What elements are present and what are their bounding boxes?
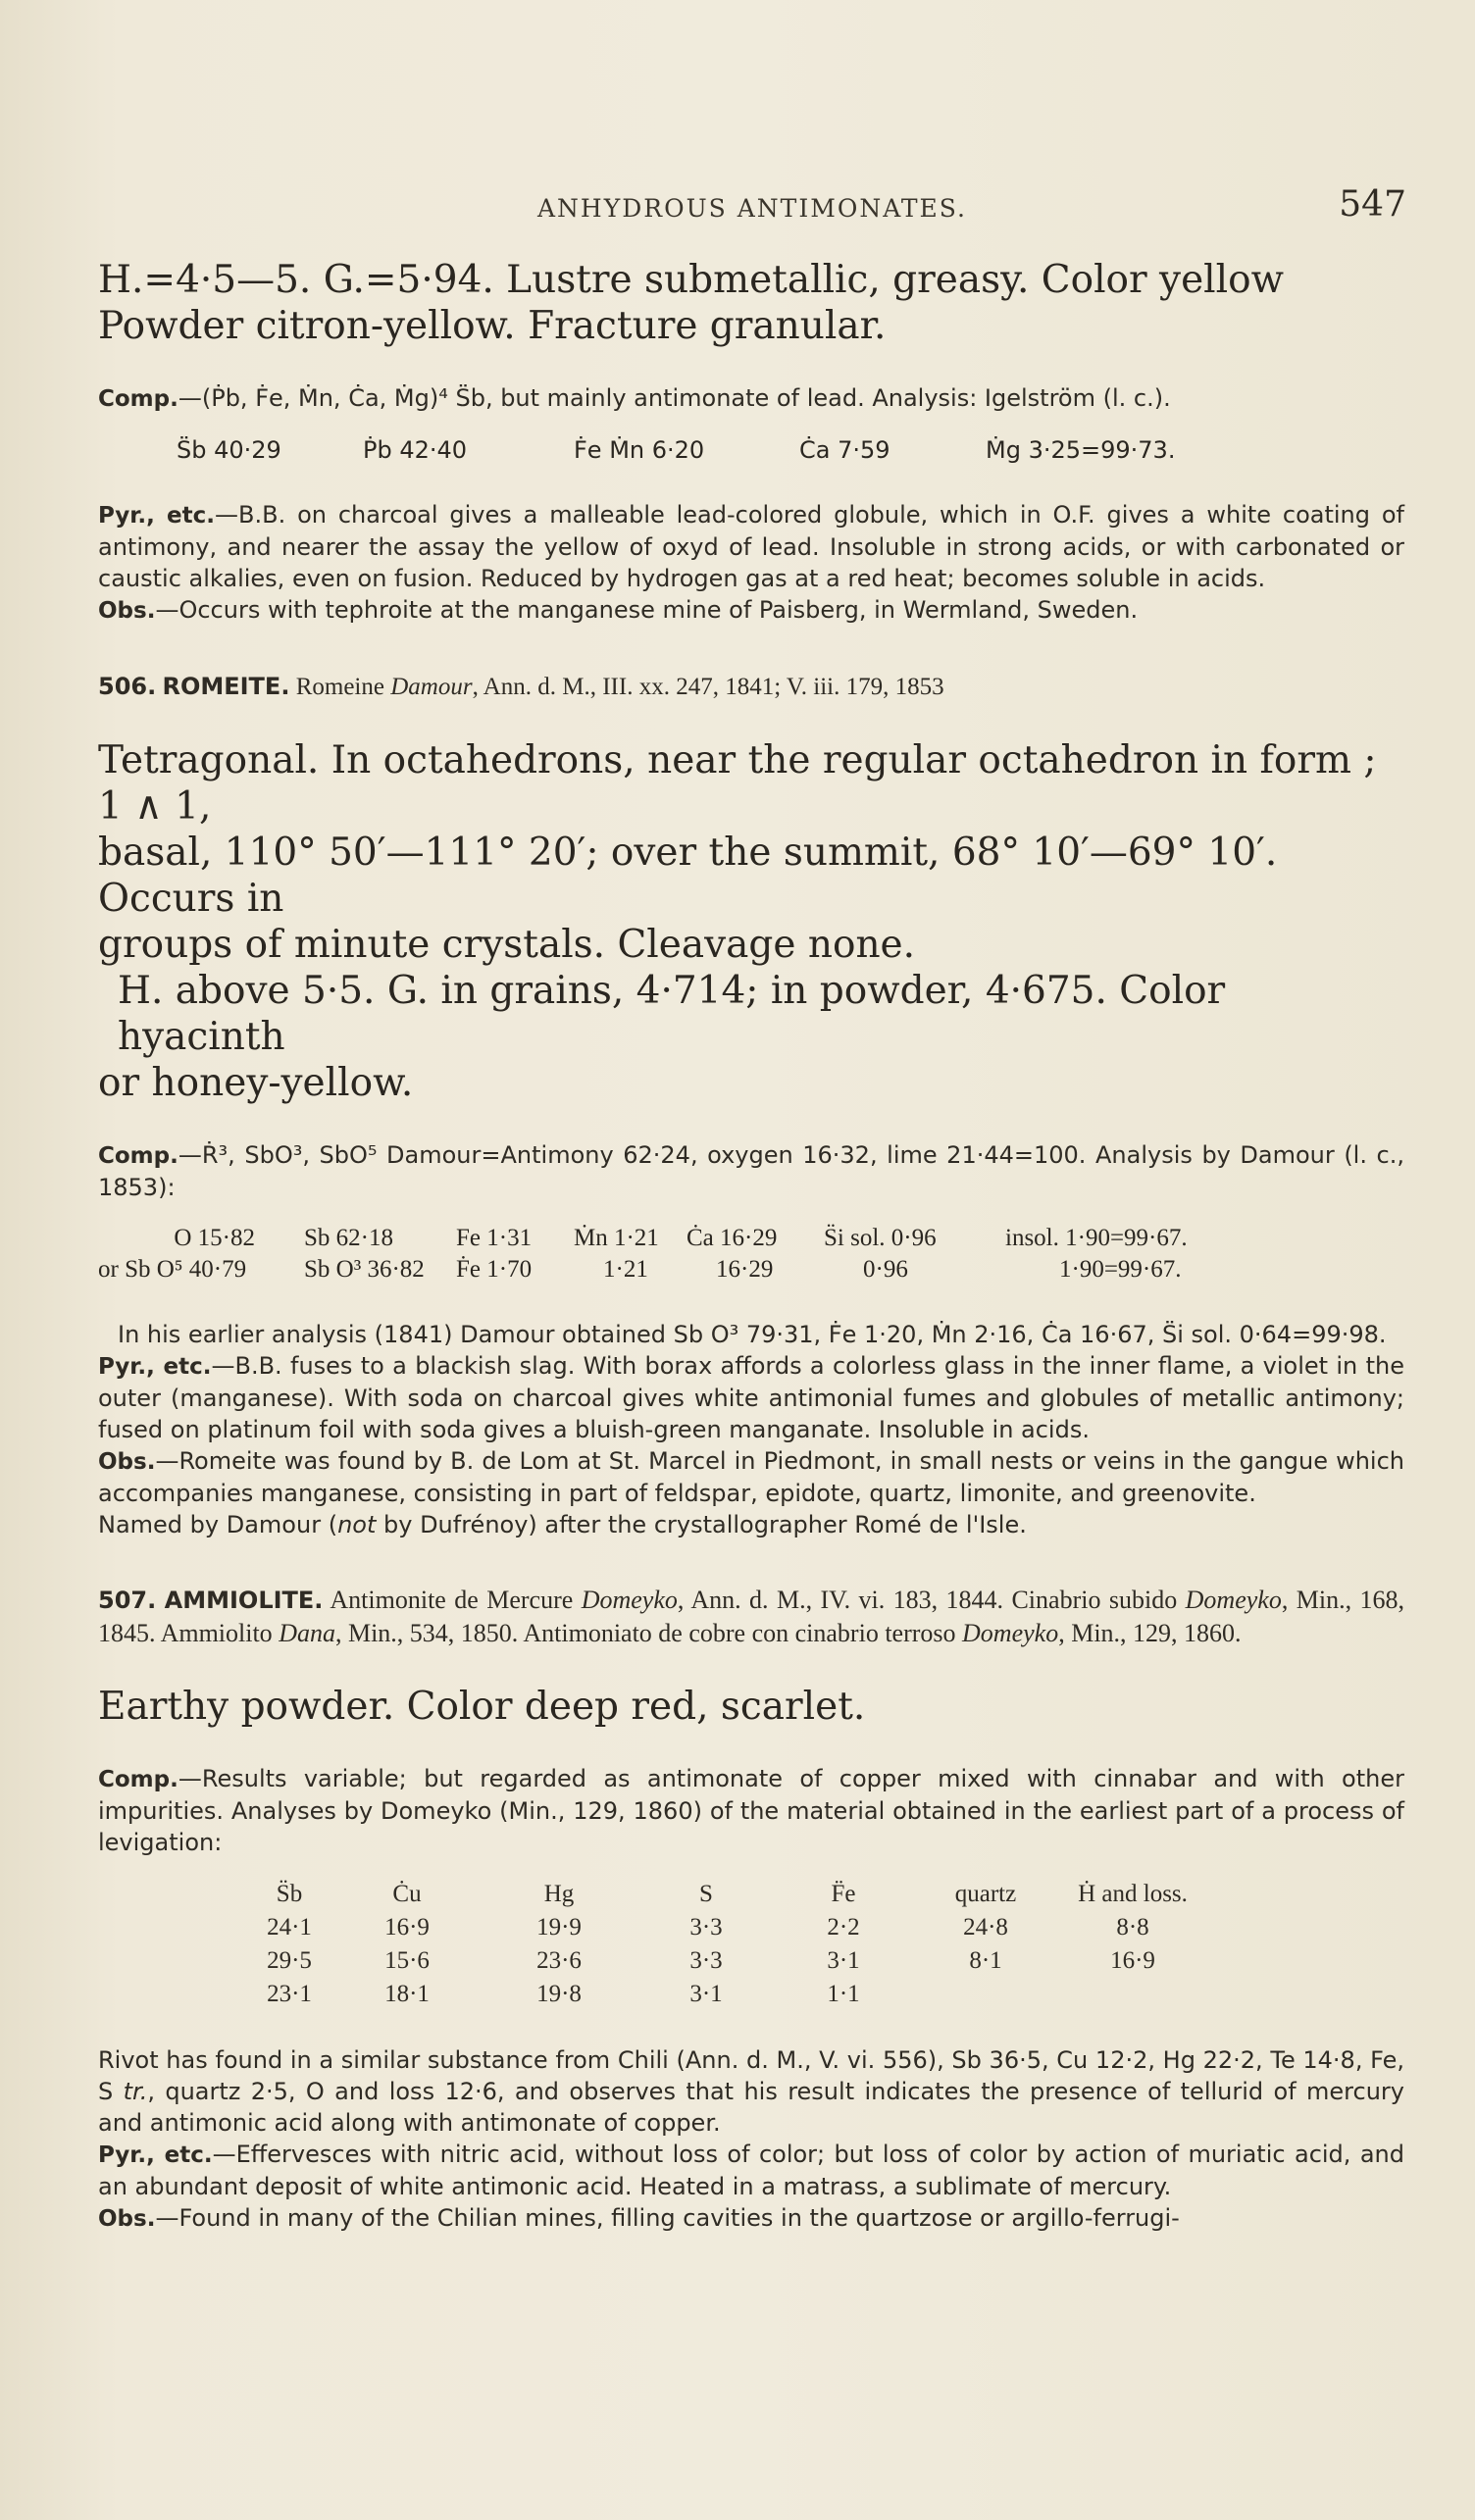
pyr-text: —B.B. fuses to a blackish slag. With borax affords a colorless glass in the inner flame, a violet in the outer (manganese). With soda on charcoal gives white antimonial fumes and globules of metallic antimony; fused on platinum foil with soda gives a bluish-green manganate. Insoluble in acids. [98,1352,1404,1443]
table-row [245,1978,1206,2011]
synonym-text: , Ann. d. M., IV. vi. 183, 1844. Cinabrio subido [677,1586,1186,1614]
analysis-value: Ḟe 1·70 [456,1256,533,1283]
analysis-value: Ċa 16·29 [687,1225,778,1251]
page-number: 547 [1339,184,1406,225]
table-header: Ċu [392,1881,422,1907]
description-line: or honey-yellow. [98,1061,414,1105]
analysis-value: Sb 62·18 [304,1225,393,1251]
synonym-text: Romeine [295,674,391,700]
analysis-table [245,1878,1206,2011]
comp-label: Comp. [98,386,178,412]
obs-text: —Occurs with tephroite at the manganese mine of Paisberg, in Wermland, Sweden. [155,596,1139,624]
table-cell: 16·9 [384,1914,430,1940]
analysis-value: or Sb O⁵ 40·79 [98,1256,247,1283]
table-header: Hg [543,1881,575,1907]
pyrognostics-paragraph [98,2139,1404,2202]
analysis-value: Ṁg 3·25=99·73. [986,436,1176,464]
entry-number: 507. [98,1587,157,1614]
table-row [245,1944,1206,1978]
synonym-text: , Min., 129, 1860. [1058,1619,1242,1647]
analysis-value: 16·29 [716,1256,774,1283]
table-cell: 24·8 [963,1914,1008,1940]
table-cell: 19·9 [536,1914,582,1940]
earlier-analysis-paragraph: In his earlier analysis (1841) Damour obtained Sb O³ 79·31, Ḟe 1·20, Ṁn 2·16, Ċa 16·67, S̈i sol. 0·64=99·98. [118,1321,1387,1348]
description-line: basal, 110° 50′—111° 20′; over the summit, 68° 10′—69° 10′. Occurs in [98,831,1278,921]
analysis-value: S̈i sol. 0·96 [824,1225,937,1251]
table-cell [1059,1978,1206,2011]
physical-properties-line: Powder citron-yellow. Fracture granular. [98,304,887,348]
running-title: ANHYDROUS ANTIMONATES. [537,194,967,223]
comp-text: —Results variable; but regarded as antimonate of copper mixed with cinnabar and with other impurities. Analyses by Domeyko (Min., 129, 1860) of the material obtained in the earliest part of a process of levigation: [98,1765,1404,1856]
composition-paragraph [98,1763,1404,1858]
pyr-label: Pyr., etc. [98,2142,213,2168]
table-cell: 23·1 [267,1981,312,2007]
analysis-value: Ṁn 1·21 [574,1225,659,1251]
table-cell: 3·3 [689,1947,723,1974]
analysis-value: Ṗb 42·40 [363,436,468,464]
synonym-text: , Min., 534, 1850. Antimoniato de cobre con cinabrio terroso [334,1619,963,1647]
table-cell: 3·3 [689,1914,723,1940]
page-content [98,257,1404,2235]
table-cell: 8·8 [1116,1914,1149,1940]
table-cell: 24·1 [267,1914,312,1940]
rivot-emphasis: tr. [123,2078,148,2105]
author-name: Domeyko [581,1586,678,1614]
table-cell: 8·1 [969,1947,1002,1974]
rivot-paragraph [98,2044,1404,2139]
table-cell: 18·1 [384,1981,430,2007]
romeite-section [98,670,1404,1540]
ammiolite-section [98,1584,1404,2235]
analysis-value: 1·90=99·67. [1059,1256,1182,1283]
comp-text: —Ṙ³, SbO³, SbO⁵ Damour=Antimony 62·24, oxygen 16·32, lime 21·44=100. Analysis by Damour (l. c., 1853): [98,1141,1404,1201]
analysis-value: O 15·82 [174,1225,255,1251]
description-line: H. above 5·5. G. in grains, 4·714; in powder, 4·675. Color hyacinth [118,969,1226,1059]
analysis-value: S̈b 40·29 [177,436,281,464]
mineral-name: ROMEITE. [162,673,290,700]
composition-paragraph [98,1139,1404,1203]
comp-label: Comp. [98,1143,178,1169]
page-header [98,184,1406,224]
synonym-text: Antimonite de Mercure [330,1586,582,1614]
comp-text: —(Ṗb, Ḟe, Ṁn, Ċa, Ṁg)⁴ S̈b, but mainly antimonate of lead. Analysis: Igelström (l. c.). [178,384,1171,412]
author-name: Domeyko [1185,1586,1282,1614]
table-header: S [699,1881,713,1907]
intro-section [98,257,1404,627]
table-cell: 29·5 [267,1947,312,1974]
pyr-label: Pyr., etc. [98,503,216,529]
table-cell: 19·8 [536,1981,582,2007]
table-cell: 16·9 [1110,1947,1155,1974]
analysis-value: Ḟe Ṁn 6·20 [574,436,705,464]
comp-label: Comp. [98,1767,178,1792]
pyrognostics-paragraph [98,499,1404,594]
synonym-text: , Min., 168, 1845. Ammiolito [98,1586,1405,1647]
table-cell: 1·1 [827,1981,860,2007]
observations-paragraph [98,594,1404,627]
author-name: Domeyko [962,1619,1059,1647]
entry-number: 506. [98,673,157,700]
table-cell: 2·2 [827,1914,860,1940]
observations-paragraph [98,2202,1404,2235]
table-header-row [245,1878,1206,1911]
analysis-value: 1·21 [603,1256,648,1283]
author-name: Damour [390,674,473,700]
analysis-row [98,1223,1404,1254]
entry-heading [98,670,1404,704]
table-header: Ḣ and loss. [1078,1881,1188,1907]
obs-text: —Found in many of the Chilian mines, filling cavities in the quartzose or argillo-ferrugi- [155,2204,1180,2232]
obs-label: Obs. [98,598,156,624]
pyrognostics-paragraph [98,1350,1404,1445]
physical-properties-line: H.=4·5—5. G.=5·94. Lustre submetallic, greasy. Color yellow [98,258,1284,302]
analysis-value: insol. 1·90=99·67. [1005,1225,1188,1251]
analysis-value: 0·96 [863,1256,908,1283]
description-line: Earthy powder. Color deep red, scarlet. [98,1685,866,1729]
analysis-row [98,1254,1404,1285]
analysis-row [98,434,1404,466]
rivot-text: , quartz 2·5, O and loss 12·6, and observes that his result indicates the presence of tellurid of mercury and antimonic acid along with antimonate of copper. [98,2078,1404,2137]
rivot-text: Rivot has found in a similar substance from Chili (Ann. d. M., V. vi. 556), Sb 36·5, Cu 12·2, Hg 22·2, Te 14·8, Fe, S [98,2046,1404,2105]
pyr-text: —Effervesces with nitric acid, without loss of color; but loss of color by action of muriatic acid, and an abundant deposit of white antimonic acid. Heated in a matrass, a sublimate of mercury. [98,2141,1404,2200]
obs-text: —Romeite was found by B. de Lom at St. Marcel in Piedmont, in small nests or veins in the gangue which accompanies manganese, consisting in part of feldspar, epidote, quartz, limonite, and greenovite. [98,1447,1404,1507]
description-line: groups of minute crystals. Cleavage none. [98,923,916,967]
etymology-paragraph [98,1509,1404,1540]
entry-heading [98,1584,1404,1650]
analysis-value: Fe 1·31 [456,1225,533,1251]
table-cell: 15·6 [384,1947,430,1974]
etymology-emphasis: not [337,1511,377,1538]
crystal-description [98,737,1404,1106]
obs-label: Obs. [98,2206,156,2232]
observations-paragraph [98,1445,1404,1509]
table-cell: 23·6 [536,1947,582,1974]
table-cell [912,1978,1059,2011]
table-header: S̈b [276,1881,303,1907]
pyr-text: —B.B. on charcoal gives a malleable lead-colored globule, which in O.F. gives a white coating of antimony, and nearer the assay the yellow of oxyd of lead. Insoluble in strong acids, or with carbonated or caustic alkalies, even on fusion. Reduced by hydrogen gas at a red heat; becomes soluble in acids. [98,501,1404,592]
mineral-name: AMMIOLITE. [164,1587,324,1614]
composition-paragraph [98,382,1404,415]
obs-label: Obs. [98,1449,156,1475]
analysis-value: Ċa 7·59 [799,436,890,464]
table-header: F̈e [831,1881,856,1907]
description-line: Tetragonal. In octahedrons, near the regular octahedron in form ; 1 ∧ 1, [98,738,1377,829]
table-cell: 3·1 [689,1981,723,2007]
author-name: Dana [279,1619,335,1647]
table-row [245,1911,1206,1944]
synonym-text: , Ann. d. M., III. xx. 247, 1841; V. iii. 179, 1853 [472,674,944,700]
analysis-value: Sb O³ 36·82 [304,1256,425,1283]
table-header: quartz [954,1881,1017,1907]
table-cell: 3·1 [827,1947,860,1974]
pyr-label: Pyr., etc. [98,1354,212,1380]
etymology-text: by Dufrénoy) after the crystallographer Romé de l'Isle. [376,1511,1027,1538]
etymology-text: Named by Damour ( [98,1511,338,1538]
